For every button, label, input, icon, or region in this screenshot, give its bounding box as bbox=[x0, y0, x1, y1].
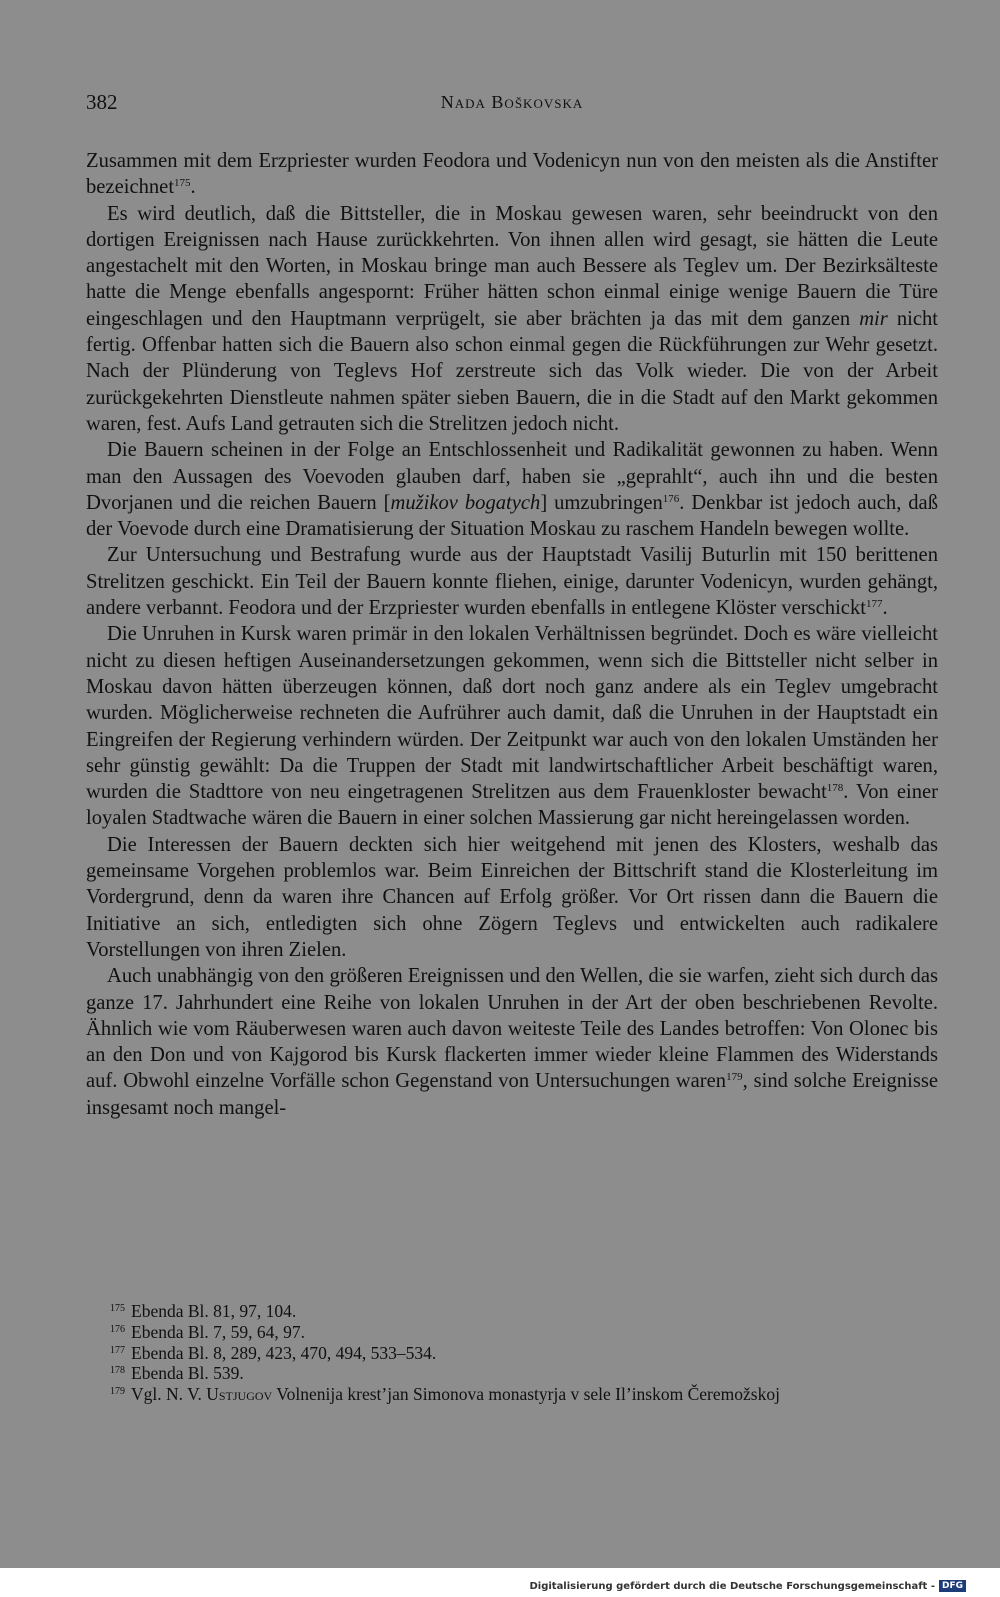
paragraph bbox=[86, 621, 938, 831]
footnote bbox=[110, 1343, 940, 1364]
credit-text: Digitalisierung gefördert durch die Deutsche Forschungsgemeinschaft - bbox=[529, 1580, 935, 1592]
page-number: 382 bbox=[86, 90, 118, 114]
body-text bbox=[86, 148, 938, 1121]
footnote-ref: 179 bbox=[726, 1071, 743, 1084]
text-run: . Denkbar ist jedoch auch, daß der Voevode durch eine Dramatisierung der Situation Moskau zu raschem Handeln bewegen wollte. bbox=[86, 491, 938, 541]
footnote-ref: 177 bbox=[865, 598, 883, 611]
footnote-ref: 176 bbox=[662, 492, 680, 505]
text-run: Die Interessen der Bauern deckten sich hier weitgehend mit jenen des Klosters, weshalb das gemeinsame Vorgehen problemlos war. Beim Einreichen der Bittschrift stand die Klosterleitung im Vordergrund, denn da waren ihre Chancen auf Erfolg größer. Vor Ort rissen dann die Bauern die Initiative an sich, entledigten sich ohne Zögern Teglevs und entwickelten auch radikalere Vorstellungen von ihren Zielen. bbox=[86, 833, 938, 961]
footnote bbox=[110, 1301, 940, 1322]
paragraph bbox=[86, 963, 938, 1121]
paragraph bbox=[86, 201, 938, 438]
text-run: . bbox=[190, 176, 196, 199]
footnote-number: 179 bbox=[110, 1386, 125, 1398]
paragraph bbox=[86, 832, 938, 963]
text-run: nicht fertig. Offenbar hatten sich die Bauern also schon einmal gegen die Rückführungen zur Wehr gesetzt. Nach der Plünderung von Teglevs Hof zerstreute sich das Volk wieder. Die von der Arbeit zurückgekehrten Dienstleute nahmen später sieben Bauern, die in die Stadt auf den Markt gekommen waren, fest. Aufs Land getrauten sich die Strelitzen jedoch nicht. bbox=[86, 307, 938, 435]
text-run: . bbox=[882, 597, 888, 620]
footnote-number: 175 bbox=[110, 1303, 125, 1314]
paragraph bbox=[86, 437, 938, 542]
footnote-text: Ebenda Bl. 539. bbox=[131, 1363, 244, 1384]
footnote-text: Ebenda Bl. 7, 59, 64, 97. bbox=[131, 1321, 306, 1342]
footnote-ref: 178 bbox=[826, 782, 844, 795]
running-head: Nada Boškovska bbox=[440, 92, 584, 112]
digitization-credit bbox=[529, 1580, 966, 1592]
footnote bbox=[110, 1363, 940, 1384]
text-run: Die Bauern scheinen in der Folge an Entschlossenheit und Radikalität gewonnen zu haben. Wenn man den Aussagen des Voevoden glauben darf, haben sie „geprahlt“, auch ihn und die besten Dvorjanen und die reichen Bauern [ bbox=[86, 439, 938, 514]
dfg-logo: DFG bbox=[939, 1580, 966, 1592]
footnote-text: Ebenda Bl. 8, 289, 423, 470, 494, 533–534. bbox=[131, 1342, 437, 1363]
text-run: Zusammen mit dem Erzpriester wurden Feodora und Vodenicyn nun von den meisten als die Anstifter bezeichnet bbox=[86, 150, 938, 199]
text-run: Auch unabhängig von den größeren Ereignissen und den Wellen, die sie warfen, zieht sich durch das ganze 17. Jahrhundert eine Reihe von lokalen Unruhen in der Art der oben beschriebenen Revolte. Ähnlich wie vom Räuberwesen waren auch davon weiteste Teile des Landes betroffen: Von Olonec bis an den Don und von Kajgorod bis Kursk flackerten immer wieder kleine Flammen des Widerstands auf. Obwohl einzelne Vorfälle schon Gegenstand von Untersuchungen waren bbox=[86, 965, 938, 1093]
paragraph bbox=[86, 148, 938, 201]
footnote-text: Volnenija krest’jan Simonova monastyrja v sele Il’inskom Čeremožskoj bbox=[272, 1384, 780, 1405]
footnote-ref: 175 bbox=[174, 177, 191, 190]
text-run: ] umzubringen bbox=[540, 491, 663, 514]
footnote-number: 178 bbox=[110, 1365, 125, 1377]
text-run: Zur Untersuchung und Bestrafung wurde aus der Hauptstadt Vasilij Buturlin mit 150 berittenen Strelitzen geschickt. Ein Teil der Bauern konnte fliehen, einige, darunter Vodenicyn, wurden gehängt, andere verbannt. Feodora und der Erzpriester wurden ebenfalls in entlegene Klöster verschickt bbox=[86, 544, 938, 620]
paragraph bbox=[86, 542, 938, 621]
footnote-number: 176 bbox=[110, 1323, 125, 1335]
footnote bbox=[110, 1384, 940, 1405]
footnote-number: 177 bbox=[110, 1344, 125, 1356]
page-header bbox=[86, 90, 938, 118]
text-run: Es wird deutlich, daß die Bittsteller, die in Moskau gewesen waren, sehr beeindruckt von den dortigen Ereignissen nach Hause zurückkehrten. Von ihnen allen wird gesagt, sie hätten die Leute angestachelt mit den Worten, in Moskau bringe man auch Bessere als Teglev um. Der Bezirksälteste hatte die Menge ebenfalls angespornt: Früher hätten schon einmal einige wenige Bauern die Türe eingeschlagen und den Hauptmann verprügelt, sie aber brächten ja das mit dem ganzen bbox=[86, 202, 938, 330]
text-run: , sind solche Ereignisse insgesamt noch mangel- bbox=[86, 1070, 938, 1119]
text-run: Die Unruhen in Kursk waren primär in den lokalen Verhältnissen begründet. Doch es wäre vielleicht nicht zu diesen heftigen Auseinandersetzungen gekommen, wenn sich die Bittsteller nicht selber in Moskau davon hätten überzeugen können, daß dort noch ganz andere als ein Teglev umgebracht wurden. Möglicherweise rechneten die Aufrührer auch damit, daß die Unruhen in der Hauptstadt ein Eingreifen der Regierung verhindern würden. Der Zeitpunkt war auch von den lokalen Umständen her sehr günstig gewählt: Da die Truppen der Stadt mit landwirtschaftlicher Arbeit beschäftigt waren, wurden die Stadttore von neu eingetragenen Strelitzen aus dem Frauenkloster bewacht bbox=[86, 623, 938, 804]
footnote-text: Ebenda Bl. 81, 97, 104. bbox=[131, 1301, 297, 1321]
footnote-prefix: Vgl. N. V. bbox=[131, 1384, 207, 1405]
text-run: . Von einer loyalen Stadtwache wären die Bauern in einer solchen Massierung gar nicht hereingelassen worden. bbox=[86, 781, 938, 830]
footnotes bbox=[110, 1301, 940, 1405]
italic-term: mir bbox=[859, 307, 888, 330]
footnote bbox=[110, 1322, 940, 1343]
footnote-author: Ustjugov bbox=[206, 1384, 273, 1405]
italic-term: mužikov bogatych bbox=[390, 491, 541, 514]
